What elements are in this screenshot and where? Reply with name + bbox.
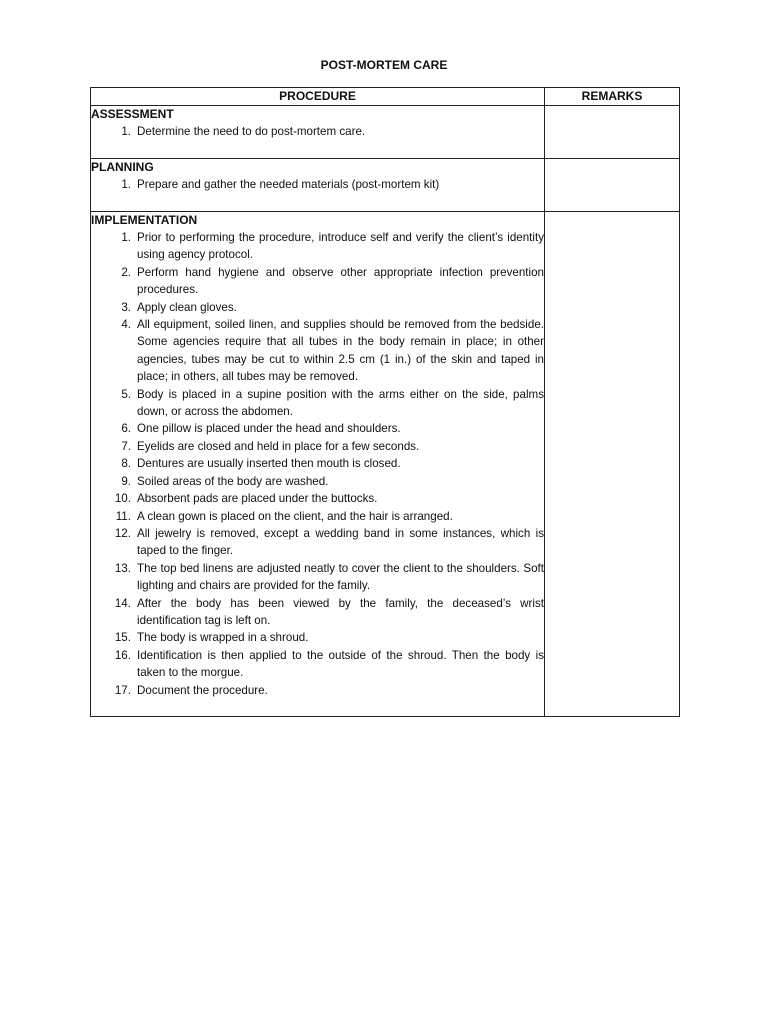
step-item bbox=[91, 455, 544, 472]
step-number: 16 . bbox=[105, 647, 131, 664]
step-text: Body is placed in a supine position with the arms either on the side, palms down, or across the abdomen. bbox=[137, 387, 544, 419]
planning-procedure-cell bbox=[91, 159, 545, 212]
step-item bbox=[91, 316, 544, 386]
step-number: 6 . bbox=[105, 420, 131, 437]
step-number: 1 . bbox=[105, 176, 131, 193]
step-number: 9 . bbox=[105, 473, 131, 490]
step-item bbox=[91, 473, 544, 490]
step-item bbox=[91, 229, 544, 264]
step-number: 2 . bbox=[105, 264, 131, 281]
step-number: 8 . bbox=[105, 455, 131, 472]
step-item bbox=[91, 386, 544, 421]
step-item bbox=[91, 560, 544, 595]
step-item bbox=[91, 176, 544, 193]
step-text: One pillow is placed under the head and shoulders. bbox=[137, 422, 401, 436]
planning-remarks-cell[interactable] bbox=[545, 159, 680, 212]
step-item bbox=[91, 420, 544, 437]
procedure-table bbox=[90, 87, 680, 717]
planning-row bbox=[91, 159, 680, 212]
step-text: Document the procedure. bbox=[137, 683, 268, 697]
step-item bbox=[91, 629, 544, 646]
implementation-procedure-cell bbox=[91, 212, 545, 717]
step-text: Prior to performing the procedure, introduce self and verify the client’s identity using agency protocol. bbox=[137, 231, 544, 262]
step-text: Perform hand hygiene and observe other appropriate infection prevention procedures. bbox=[137, 265, 544, 297]
implementation-step-list bbox=[91, 229, 544, 699]
step-text: Apply clean gloves. bbox=[137, 300, 237, 314]
assessment-procedure-cell bbox=[91, 106, 545, 159]
step-item bbox=[91, 508, 544, 525]
step-text: Prepare and gather the needed materials (post-mortem kit) bbox=[137, 178, 440, 191]
step-text: All equipment, soiled linen, and supplies should be removed from the bedside. Some agencies require that all tubes in the body remain in place; in other agencies, tubes may be cut to within 2.5 cm (1 in.) of the skin and taped in place; in others, all tubes may be removed. bbox=[137, 318, 544, 384]
step-text: After the body has been viewed by the family, the deceased’s wrist identification tag is left on. bbox=[137, 596, 544, 627]
procedure-column-header: PROCEDURE bbox=[91, 88, 545, 106]
assessment-row bbox=[91, 106, 680, 159]
assessment-remarks-cell[interactable] bbox=[545, 106, 680, 159]
step-number: 17 . bbox=[105, 682, 131, 699]
step-number: 7 . bbox=[105, 438, 131, 455]
step-number: 12 . bbox=[105, 525, 131, 542]
step-item bbox=[91, 264, 544, 299]
step-number: 4 . bbox=[105, 316, 131, 333]
implementation-row bbox=[91, 212, 680, 717]
step-number: 10 . bbox=[105, 490, 131, 507]
step-text: All jewelry is removed, except a wedding band in some instances, which is taped to the finger. bbox=[137, 526, 544, 558]
step-text: The body is wrapped in a shroud. bbox=[137, 631, 309, 645]
step-number: 1 . bbox=[105, 229, 131, 246]
document-title: POST-MORTEM CARE bbox=[320, 58, 448, 72]
step-item bbox=[91, 525, 544, 560]
step-text: Dentures are usually inserted then mouth is closed. bbox=[137, 457, 401, 471]
step-text: Eyelids are closed and held in place for a few seconds. bbox=[137, 439, 420, 453]
step-number: 13 . bbox=[105, 560, 131, 577]
table-header-row bbox=[91, 88, 680, 106]
step-item bbox=[91, 490, 544, 507]
step-number: 14 . bbox=[105, 595, 131, 612]
step-number: 15 . bbox=[105, 629, 131, 646]
remarks-column-header: REMARKS bbox=[545, 88, 680, 106]
step-item bbox=[91, 595, 544, 630]
step-item bbox=[91, 438, 544, 455]
step-number: 11 . bbox=[105, 508, 131, 525]
step-number: 3 . bbox=[105, 299, 131, 316]
step-item bbox=[91, 123, 544, 140]
step-item bbox=[91, 299, 544, 316]
step-number: 5 . bbox=[105, 386, 131, 403]
section-heading: ASSESSMENT bbox=[91, 107, 174, 121]
implementation-remarks-cell[interactable] bbox=[545, 212, 680, 717]
section-heading: IMPLEMENTATION bbox=[91, 213, 198, 227]
planning-step-list bbox=[91, 176, 544, 193]
step-text: Soiled areas of the body are washed. bbox=[137, 474, 329, 488]
step-text: Identification is then applied to the outside of the shroud. Then the body is taken to the morgue. bbox=[137, 648, 544, 680]
step-text: A clean gown is placed on the client, and the hair is arranged. bbox=[137, 509, 453, 523]
step-text: Determine the need to do post-mortem care. bbox=[137, 125, 366, 138]
assessment-step-list bbox=[91, 123, 544, 140]
section-heading: PLANNING bbox=[91, 160, 154, 174]
step-item bbox=[91, 682, 544, 699]
step-text: Absorbent pads are placed under the buttocks. bbox=[137, 492, 378, 506]
step-text: The top bed linens are adjusted neatly to cover the client to the shoulders. Soft lighting and chairs are provided for the family. bbox=[137, 561, 544, 593]
step-item bbox=[91, 647, 544, 682]
step-number: 1 . bbox=[105, 123, 131, 140]
